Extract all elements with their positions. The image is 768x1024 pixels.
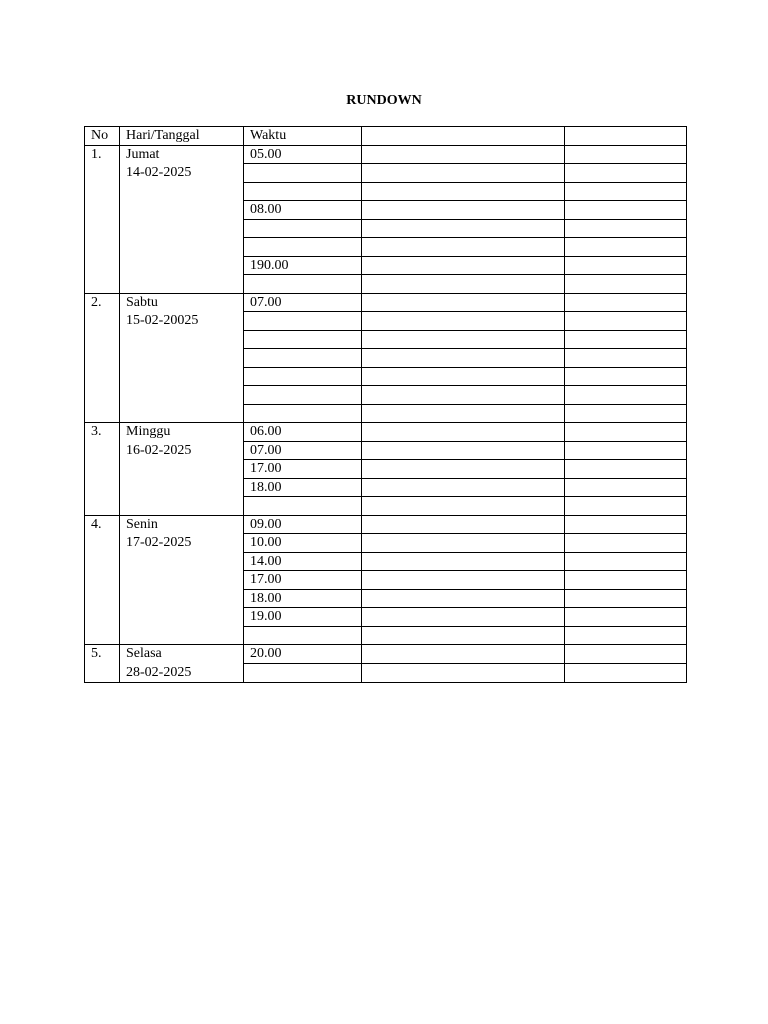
- empty-cell: [565, 164, 687, 183]
- day-date-cell: [120, 145, 244, 293]
- time-cell: 06.00: [244, 423, 362, 442]
- time-cell: [244, 219, 362, 238]
- empty-cell: [565, 275, 687, 294]
- empty-cell: [362, 182, 565, 201]
- day-date-cell: [120, 645, 244, 683]
- empty-cell: [362, 367, 565, 386]
- time-cell: 08.00: [244, 201, 362, 220]
- day-date-cell: [120, 423, 244, 516]
- empty-cell: [362, 164, 565, 183]
- empty-cell: [362, 515, 565, 534]
- empty-cell: [565, 497, 687, 516]
- header-day: Hari/Tanggal: [120, 127, 244, 146]
- empty-cell: [362, 608, 565, 627]
- empty-cell: [565, 571, 687, 590]
- time-cell: [244, 497, 362, 516]
- row-number: 5.: [85, 645, 120, 683]
- empty-cell: [362, 275, 565, 294]
- empty-cell: [565, 330, 687, 349]
- time-cell: 17.00: [244, 571, 362, 590]
- empty-cell: [362, 219, 565, 238]
- empty-cell: [565, 404, 687, 423]
- table-row: [85, 145, 687, 164]
- time-cell: 17.00: [244, 460, 362, 479]
- empty-cell: [565, 552, 687, 571]
- time-cell: 07.00: [244, 293, 362, 312]
- empty-cell: [565, 293, 687, 312]
- date-text: 14-02-2025: [126, 165, 192, 180]
- day-name: Senin: [126, 516, 158, 532]
- empty-cell: [362, 626, 565, 645]
- empty-cell: [565, 626, 687, 645]
- table-row: [85, 423, 687, 442]
- time-cell: [244, 312, 362, 331]
- row-number: 3.: [85, 423, 120, 516]
- row-number: 1.: [85, 145, 120, 293]
- time-cell: 05.00: [244, 145, 362, 164]
- time-cell: 09.00: [244, 515, 362, 534]
- time-cell: [244, 626, 362, 645]
- time-cell: [244, 349, 362, 368]
- header-col4: [362, 127, 565, 146]
- time-cell: [244, 664, 362, 683]
- empty-cell: [362, 330, 565, 349]
- empty-cell: [565, 441, 687, 460]
- empty-cell: [362, 293, 565, 312]
- date-text: 28-02-2025: [126, 664, 192, 680]
- empty-cell: [362, 589, 565, 608]
- time-cell: 190.00: [244, 256, 362, 275]
- empty-cell: [565, 386, 687, 405]
- empty-cell: [362, 312, 565, 331]
- empty-cell: [565, 534, 687, 553]
- time-cell: 18.00: [244, 589, 362, 608]
- date-text: 15-02-20025: [126, 313, 199, 328]
- empty-cell: [565, 478, 687, 497]
- empty-cell: [565, 201, 687, 220]
- empty-cell: [362, 349, 565, 368]
- time-cell: 10.00: [244, 534, 362, 553]
- empty-cell: [362, 552, 565, 571]
- table-body: [85, 127, 687, 683]
- day-name: Minggu: [126, 424, 171, 439]
- empty-cell: [565, 645, 687, 664]
- empty-cell: [565, 238, 687, 257]
- empty-cell: [565, 423, 687, 442]
- empty-cell: [565, 515, 687, 534]
- empty-cell: [565, 608, 687, 627]
- empty-cell: [565, 312, 687, 331]
- time-cell: [244, 164, 362, 183]
- day-name: Selasa: [126, 646, 162, 661]
- empty-cell: [362, 256, 565, 275]
- time-cell: 18.00: [244, 478, 362, 497]
- empty-cell: [362, 423, 565, 442]
- header-time: Waktu: [244, 127, 362, 146]
- empty-cell: [565, 182, 687, 201]
- empty-cell: [565, 367, 687, 386]
- row-number: 2.: [85, 293, 120, 423]
- empty-cell: [362, 460, 565, 479]
- empty-cell: [565, 349, 687, 368]
- time-cell: 07.00: [244, 441, 362, 460]
- table-row: [85, 515, 687, 534]
- date-text: 17-02-2025: [126, 535, 192, 550]
- time-cell: 19.00: [244, 608, 362, 627]
- row-number: 4.: [85, 515, 120, 645]
- day-date-cell: [120, 515, 244, 645]
- day-name: Jumat: [126, 146, 160, 162]
- header-no: No: [85, 127, 120, 146]
- empty-cell: [565, 664, 687, 683]
- date-text: 16-02-2025: [126, 442, 192, 458]
- empty-cell: [362, 404, 565, 423]
- time-cell: [244, 238, 362, 257]
- empty-cell: [565, 589, 687, 608]
- empty-cell: [565, 219, 687, 238]
- time-cell: [244, 182, 362, 201]
- table-row: [85, 293, 687, 312]
- empty-cell: [362, 441, 565, 460]
- empty-cell: [362, 571, 565, 590]
- empty-cell: [362, 497, 565, 516]
- empty-cell: [362, 145, 565, 164]
- empty-cell: [362, 664, 565, 683]
- time-cell: 14.00: [244, 552, 362, 571]
- time-cell: [244, 404, 362, 423]
- header-col5: [565, 127, 687, 146]
- empty-cell: [362, 478, 565, 497]
- time-cell: [244, 367, 362, 386]
- table-row: [85, 645, 687, 664]
- empty-cell: [362, 238, 565, 257]
- time-cell: [244, 386, 362, 405]
- empty-cell: [565, 256, 687, 275]
- day-name: Sabtu: [126, 294, 158, 310]
- empty-cell: [565, 145, 687, 164]
- empty-cell: [565, 460, 687, 479]
- empty-cell: [362, 645, 565, 664]
- day-date-cell: [120, 293, 244, 423]
- page-title: RUNDOWN: [346, 93, 422, 108]
- header-row: [85, 127, 687, 146]
- time-cell: [244, 330, 362, 349]
- empty-cell: [362, 201, 565, 220]
- time-cell: [244, 275, 362, 294]
- time-cell: 20.00: [244, 645, 362, 664]
- empty-cell: [362, 386, 565, 405]
- empty-cell: [362, 534, 565, 553]
- rundown-table: [84, 126, 687, 683]
